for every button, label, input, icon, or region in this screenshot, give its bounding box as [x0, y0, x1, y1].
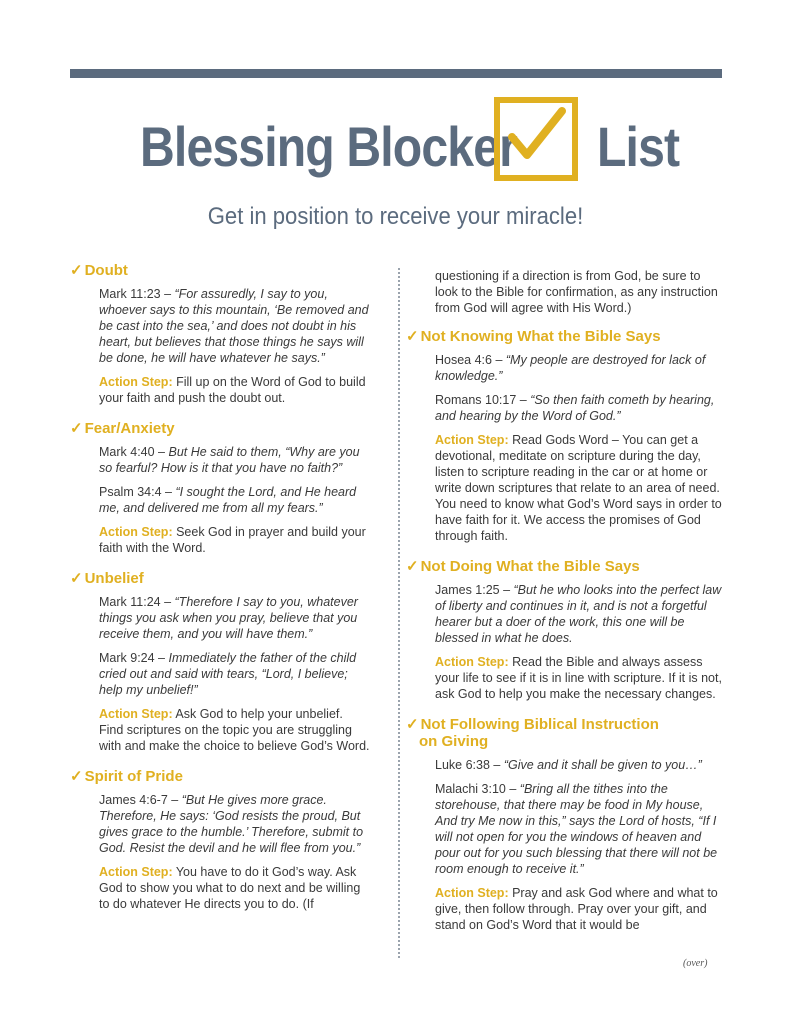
action-label: Action Step:: [99, 707, 173, 721]
verse: [99, 484, 370, 516]
verse-text: “My people are destroyed for lack of knowledge.”: [435, 353, 706, 383]
verse: [99, 286, 370, 366]
checkmark-icon: ✓: [70, 262, 83, 279]
action-step: [99, 864, 370, 912]
action-step: [435, 885, 722, 933]
action-label: Action Step:: [99, 525, 173, 539]
section-unbelief: [70, 570, 370, 754]
section-heading: [70, 570, 370, 587]
checkmark-icon: ✓: [70, 420, 83, 437]
verse: [435, 352, 722, 384]
verse-ref: James 4:6-7 –: [99, 793, 182, 807]
heading-text: Doubt: [84, 262, 128, 279]
section-heading: [406, 558, 722, 575]
section-spirit-of-pride: [70, 768, 370, 912]
checkmark-icon: ✓: [406, 328, 419, 345]
title-right: List: [597, 115, 680, 178]
verse-ref: Hosea 4:6 –: [435, 353, 506, 367]
verse-text: “But He gives more grace. Therefore, He says: ‘God resists the proud, But gives grace to the humble.’ Therefore, submit to God. Resist the devil and he will flee from you.”: [99, 793, 364, 855]
checkmark-icon: ✓: [70, 570, 83, 587]
top-bar: [70, 69, 722, 78]
action-step: [435, 432, 722, 544]
verse-ref: Mark 4:40 –: [99, 445, 169, 459]
heading-text: Not Knowing What the Bible Says: [420, 328, 661, 345]
heading-text: Spirit of Pride: [84, 768, 183, 785]
verse: [435, 757, 722, 773]
subtitle: Get in position to receive your miracle!: [207, 203, 584, 230]
verse-ref: Psalm 34:4 –: [99, 485, 176, 499]
heading-text: Not Doing What the Bible Says: [420, 558, 640, 575]
verse-ref: Romans 10:17 –: [435, 393, 531, 407]
action-text: Ask God to help your unbelief. Find scriptures on the topic you are struggling with and make the choice to believe God’s Word.: [99, 707, 370, 753]
heading-text: Fear/Anxiety: [84, 420, 175, 437]
heading-text-line2: on Giving: [419, 733, 489, 750]
heading-text: Not Following Biblical Instruction: [420, 716, 659, 733]
section-not-doing: [406, 558, 722, 702]
action-step: [99, 706, 370, 754]
action-label: Action Step:: [435, 886, 509, 900]
verse-ref: Mark 11:23 –: [99, 287, 175, 301]
verse-text: “So then faith cometh by hearing, and hearing by the Word of God.”: [435, 393, 715, 423]
section-heading: [70, 768, 370, 785]
verse-text: “Give and it shall be given to you…”: [503, 758, 702, 772]
verse-text: “Therefore I say to you, whatever things you ask when you pray, believe that you receive them, and you will have them.”: [99, 595, 358, 641]
verse-ref: Mark 9:24 –: [99, 651, 169, 665]
verse: [99, 444, 370, 476]
title-left: Blessing Blocker: [140, 115, 518, 178]
action-text: Seek God in prayer and build your faith with the Word.: [99, 525, 366, 555]
checkmark-icon: ✓: [406, 716, 419, 733]
action-label: Action Step:: [99, 865, 173, 879]
action-text: You have to do it God’s way. Ask God to show you what to do next and be willing to do whatever He directs you to do. (If: [99, 865, 361, 911]
action-step: [99, 524, 370, 556]
section-giving: [406, 716, 722, 933]
verse-text: Immediately the father of the child cried out and said with tears, “Lord, I believe; help my unbelief!”: [99, 651, 357, 697]
verse-ref: Luke 6:38 –: [435, 758, 504, 772]
verse-text: “For assuredly, I say to you, whoever says to this mountain, ‘Be removed and be cast into the sea,’ and does not doubt in his heart, but believes that those things he says will be done, he will have whatever he says.”: [99, 287, 369, 365]
verse-text: “Bring all the tithes into the storehouse, that there may be food in My house, And try Me now in this,” says the Lord of hosts, “If I will not open for you the windows of heaven and pour out for you such blessing that there will not be room enough to receive it.”: [435, 782, 718, 876]
over-note: (over): [683, 958, 708, 969]
verse: [99, 650, 370, 698]
checkbox-check-icon: [494, 97, 578, 181]
action-step: [435, 654, 722, 702]
checkmark-icon: ✓: [70, 768, 83, 785]
verse: [435, 392, 722, 424]
action-text: Read the Bible and always assess your life to see if it is in line with scripture. If it is not, ask God to help you make the necessary changes.: [435, 655, 722, 701]
verse-text: But He said to them, “Why are you so fearful? How is it that you have no faith?”: [99, 445, 360, 475]
verse-ref: Mark 11:24 –: [99, 595, 175, 609]
section-heading: [406, 328, 722, 345]
verse-ref: James 1:25 –: [435, 583, 514, 597]
action-label: Action Step:: [99, 375, 173, 389]
left-column: [70, 262, 370, 926]
verse: [435, 582, 722, 646]
checkmark-icon: ✓: [406, 558, 419, 575]
section-doubt: [70, 262, 370, 406]
right-column: [406, 268, 722, 947]
title-row: [0, 110, 791, 190]
verse: [99, 594, 370, 642]
section-heading: [70, 262, 370, 279]
section-not-knowing: [406, 328, 722, 544]
verse-text: “I sought the Lord, and He heard me, and delivered me from all my fears.”: [99, 485, 357, 515]
action-text: Read Gods Word – You can get a devotional, meditate on scripture during the day, listen to scripture reading in the car or at home or write down scriptures that relate to an area of need. You need to know what God’s Word says in order to have faith for it. We access the promises of God through faith.: [435, 433, 722, 543]
verse-ref: Malachi 3:10 –: [435, 782, 520, 796]
column-divider: [398, 268, 400, 958]
continued-text: questioning if a direction is from God, be sure to look to the Bible for confirmation, as any instruction from God will agree with His Word.): [435, 269, 718, 315]
action-label: Action Step:: [435, 655, 509, 669]
action-text: Pray and ask God where and what to give, then follow through. Pray over your gift, and stand on God’s Word that it would be: [435, 886, 718, 932]
action-step: [99, 374, 370, 406]
action-text: Fill up on the Word of God to build your faith and push the doubt out.: [99, 375, 366, 405]
verse: [435, 781, 722, 877]
heading-text: Unbelief: [84, 570, 144, 587]
section-fear-anxiety: [70, 420, 370, 556]
verse-text: “But he who looks into the perfect law of liberty and continues in it, and is not a forgetful hearer but a doer of the work, this one will be blessed in what he does.: [435, 583, 722, 645]
section-heading: [70, 420, 370, 437]
action-label: Action Step:: [435, 433, 509, 447]
verse: [99, 792, 370, 856]
section-heading: [406, 716, 722, 750]
